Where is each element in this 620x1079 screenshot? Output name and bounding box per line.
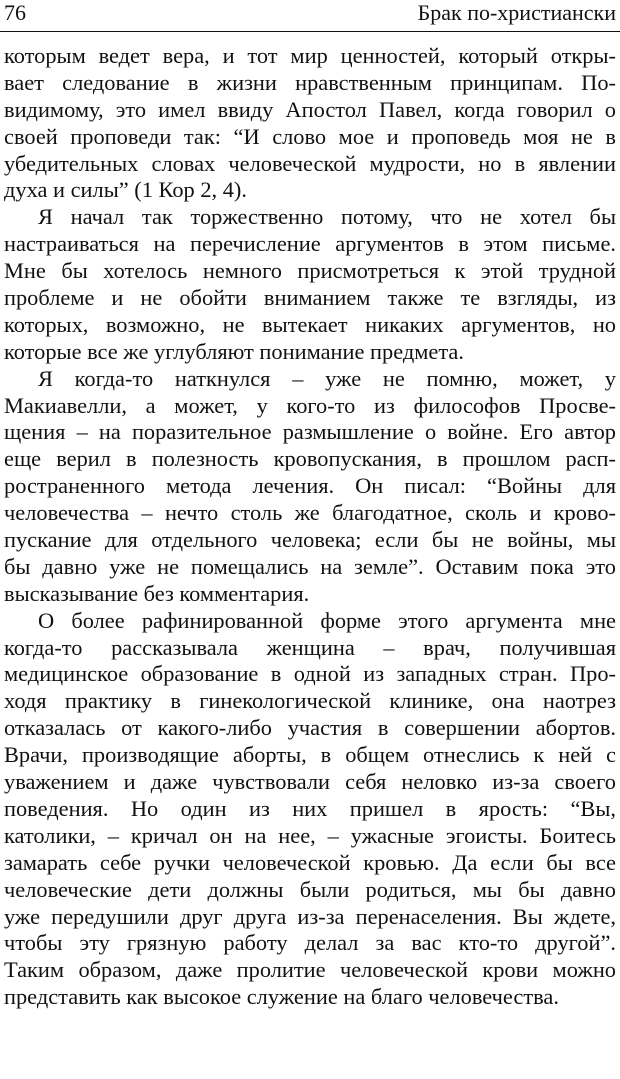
text-line: уже передушили друг друга из-за перенаселения. Вы ждете, [4, 903, 616, 929]
text-line: католики, – кричал он на нее, – ужасные эгоисты. Боитесь [4, 822, 616, 848]
text-line: когда-то рассказывала женщина – врач, получившая [4, 634, 616, 660]
text-line: медицинское образование в одной из западных стран. Про- [4, 661, 616, 687]
running-title: Брак по-христиански [417, 0, 616, 25]
text-line: поведения. Но один из них пришел в ярость: “Вы, [4, 795, 616, 821]
text-line: настраиваться на перечисление аргументов в этом письме. [4, 231, 616, 257]
header-rule [0, 31, 620, 32]
text-line: Мне бы хотелось немного присмотреться к этой трудной [4, 258, 616, 284]
text-line: Макиавелли, а может, у кого-то из философов Просве- [4, 392, 616, 418]
paragraph [4, 608, 616, 1011]
text-line: уважением и даже чувствовали себя неловко из-за своего [4, 769, 616, 795]
text-line: видимому, это имел ввиду Апостол Павел, когда говорил о [4, 96, 616, 122]
text-line: человеческие дети должны были родиться, мы бы давно [4, 876, 616, 902]
text-line: высказывание без комментария. [4, 580, 310, 606]
text-line: О более рафинированной форме этого аргумента мне [38, 607, 616, 633]
text-line: своей проповеди так: “И слово мое и проповедь моя не в [4, 123, 616, 149]
text-line: замарать себе ручки человеческой кровью. Да если бы все [4, 849, 616, 875]
paragraph [4, 43, 616, 204]
text-line: убедительных словах человеческой мудрости, но в явлении [4, 150, 616, 176]
text-line: бы давно уже не помещались на земле”. Оставим пока это [4, 553, 616, 579]
text-line: пускание для отдельного человека; если бы не войны, мы [4, 527, 616, 553]
body-text [4, 43, 616, 1011]
text-line: которые все же углубляют понимание предмета. [4, 338, 464, 364]
paragraph [4, 204, 616, 365]
text-line: ространенного метода лечения. Он писал: “Войны для [4, 473, 616, 499]
text-line: которым ведет вера, и тот мир ценностей, который откры- [4, 43, 616, 68]
text-line: которых, возможно, не вытекает никаких аргументов, но [4, 311, 616, 337]
text-line: представить как высокое служение на благо человечества. [4, 984, 559, 1010]
text-line: еще верил в полезность кровопускания, в прошлом расп- [4, 446, 616, 472]
text-line: Я когда-то наткнулся – уже не помню, может, у [38, 365, 616, 391]
text-line: проблеме и не обойти вниманием также те взгляды, из [4, 285, 616, 311]
text-line: отказалась от какого-либо участия в совершении абортов. [4, 715, 616, 741]
text-line: человечества – нечто столь же благодатное, сколь и крово- [4, 500, 616, 526]
running-header [4, 0, 616, 26]
text-line: ходя практику в гинекологической клинике, она наотрез [4, 688, 616, 714]
text-line: Я начал так торжественно потому, что не хотел бы [38, 204, 616, 230]
text-line: духа и силы” (1 Кор 2, 4). [4, 177, 247, 203]
paragraph [4, 366, 616, 608]
text-line: Таким образом, даже пролитие человеческой крови можно [4, 957, 616, 983]
text-line: чтобы эту грязную работу делал за вас кто-то другой”. [4, 930, 616, 956]
text-line: Врачи, производящие аборты, в общем отнеслись к ней с [4, 742, 616, 768]
page-number: 76 [4, 0, 26, 25]
text-line: вает следование в жизни нравственным принципам. По- [4, 69, 616, 95]
text-line: щения – на поразительное размышление о войне. Его автор [4, 419, 616, 445]
